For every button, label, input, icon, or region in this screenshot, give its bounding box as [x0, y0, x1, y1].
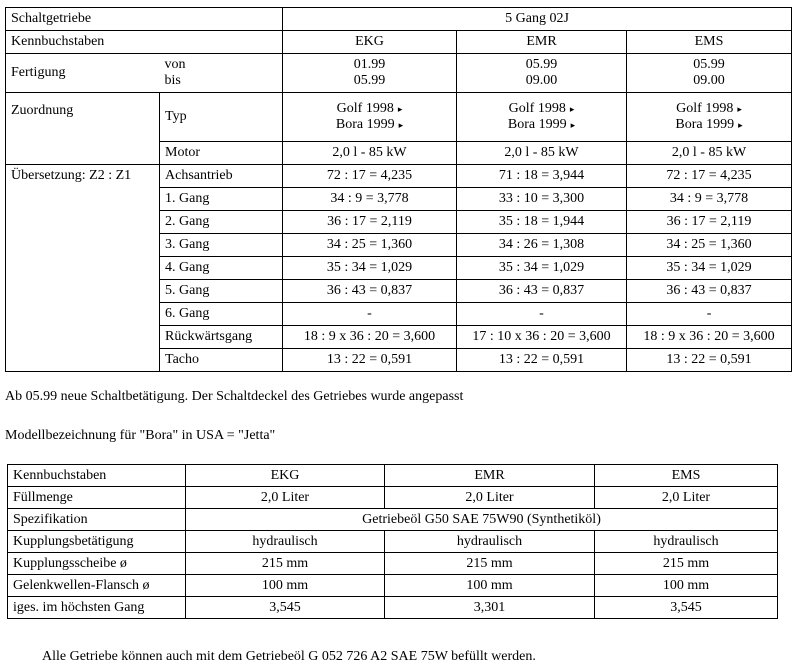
arrow-right-icon[interactable]: ▸ [737, 103, 742, 114]
ratio-label-spacer [6, 325, 160, 348]
note-model-name: Modellbezeichnung für "Bora" in USA = "Jetta" [5, 428, 276, 443]
gear-label: 2. Gang [160, 210, 283, 233]
engine-cell: 2,0 l - 85 kW [627, 141, 792, 164]
ratio-cell: 35 : 34 = 1,029 [627, 256, 792, 279]
gear-label: Rückwärtsgang [160, 325, 283, 348]
disc-label: Kupplungsscheibe ø [8, 553, 186, 575]
flange-cell: 100 mm [186, 575, 385, 597]
ratio-cell: 33 : 10 = 3,300 [457, 187, 627, 210]
code-cell: EMR [385, 465, 595, 487]
disc-cell: 215 mm [186, 553, 385, 575]
assignment-label: Zuordnung [6, 93, 160, 142]
table-row [6, 233, 792, 256]
code-cell: EKG [186, 465, 385, 487]
table-row [6, 164, 792, 187]
ratio-cell: - [627, 302, 792, 325]
ratio-label: Übersetzung: Z2 : Z1 [6, 164, 160, 187]
ratio-cell: 34 : 9 = 3,778 [627, 187, 792, 210]
table-row [6, 279, 792, 302]
ratio-cell: 34 : 9 = 3,778 [283, 187, 457, 210]
gearbox-value: 5 Gang 02J [283, 8, 792, 31]
fill-cell: 2,0 Liter [186, 487, 385, 509]
ratio-cell: 17 : 10 x 36 : 20 = 3,600 [457, 325, 627, 348]
table-row [6, 187, 792, 210]
ratio-cell: 36 : 43 = 0,837 [457, 279, 627, 302]
ratio-label-spacer [6, 256, 160, 279]
table-row [8, 553, 778, 575]
ratio-label-spacer [6, 210, 160, 233]
ratio-cell: 71 : 18 = 3,944 [457, 164, 627, 187]
clutch-label: Kupplungsbetätigung [8, 531, 186, 553]
ratio-cell: 13 : 22 = 0,591 [283, 348, 457, 371]
table-row [8, 575, 778, 597]
ratio-cell: 36 : 17 = 2,119 [627, 210, 792, 233]
arrow-right-icon[interactable]: ▸ [398, 119, 404, 130]
ratio-label-spacer [6, 279, 160, 302]
to-date: 09.00 [693, 73, 725, 88]
from-label: von [164, 57, 186, 72]
clutch-cell: hydraulisch [186, 531, 385, 553]
production-label: Fertigung [6, 54, 160, 93]
gear-label: 1. Gang [160, 187, 283, 210]
fill-cell: 2,0 Liter [385, 487, 595, 509]
spec-value: Getriebeöl G50 SAE 75W90 (Synthetiköl) [186, 509, 778, 531]
gearbox-label: Schaltgetriebe [6, 8, 283, 31]
arrow-right-icon[interactable]: ▸ [570, 119, 576, 130]
type-golf: Golf 1998 [508, 100, 566, 116]
production-cell [457, 54, 627, 93]
ratio-cell: 36 : 43 = 0,837 [283, 279, 457, 302]
ratio-cell: 35 : 34 = 1,029 [457, 256, 627, 279]
production-cell [283, 54, 457, 93]
ratio-cell: 72 : 17 = 4,235 [627, 164, 792, 187]
ratio-cell: 34 : 25 = 1,360 [627, 233, 792, 256]
disc-cell: 215 mm [595, 553, 778, 575]
table-row [6, 8, 792, 31]
from-to-labels [160, 54, 283, 93]
ratio-cell: 34 : 25 = 1,360 [283, 233, 457, 256]
from-date: 05.99 [525, 57, 558, 72]
assignment-spacer [6, 141, 160, 164]
ratio-cell: - [283, 302, 457, 325]
production-cell [627, 54, 792, 93]
code-cell: EMR [457, 31, 627, 54]
from-date: 01.99 [353, 57, 386, 72]
gearbox-ratio-table [5, 7, 792, 372]
table-row [8, 597, 778, 619]
type-cell [627, 93, 792, 142]
spec-label: Spezifikation [8, 509, 186, 531]
ratio-rows [6, 164, 792, 371]
code-cell: EMS [595, 465, 778, 487]
clutch-cell: hydraulisch [385, 531, 595, 553]
codes-label: Kennbuchstaben [8, 465, 186, 487]
fluid-spec-table [7, 464, 778, 619]
flange-cell: 100 mm [595, 575, 778, 597]
ratio-label-spacer [6, 302, 160, 325]
arrow-right-icon[interactable]: ▸ [397, 103, 403, 114]
fill-label: Füllmenge [8, 487, 186, 509]
table-row [6, 256, 792, 279]
ratio-cell: - [457, 302, 627, 325]
table-row [6, 31, 792, 54]
to-date: 09.00 [525, 73, 558, 88]
top-gear-label: iges. im höchsten Gang [8, 597, 186, 619]
type-cell [283, 93, 457, 142]
table-row [6, 325, 792, 348]
type-label: Typ [160, 93, 283, 142]
fill-cell: 2,0 Liter [595, 487, 778, 509]
top-gear-cell: 3,545 [595, 597, 778, 619]
gear-label: 5. Gang [160, 279, 283, 302]
table-row [8, 487, 778, 509]
engine-cell: 2,0 l - 85 kW [457, 141, 627, 164]
ratio-cell: 36 : 17 = 2,119 [283, 210, 457, 233]
ratio-cell: 36 : 43 = 0,837 [627, 279, 792, 302]
codes-label: Kennbuchstaben [6, 31, 283, 54]
type-cell [457, 93, 627, 142]
table-row [6, 54, 792, 93]
table-row [8, 509, 778, 531]
ratio-cell: 35 : 18 = 1,944 [457, 210, 627, 233]
note-alt-oil: Alle Getriebe können auch mit dem Getriebeöl G 052 726 A2 SAE 75W befüllt werden. [42, 649, 536, 664]
engine-label: Motor [160, 141, 283, 164]
table-row [6, 93, 792, 142]
ratio-cell: 72 : 17 = 4,235 [283, 164, 457, 187]
table-row [6, 348, 792, 371]
table-row [6, 210, 792, 233]
ratio-cell: 35 : 34 = 1,029 [283, 256, 457, 279]
gear-label: 3. Gang [160, 233, 283, 256]
type-bora: Bora 1999 [507, 116, 567, 132]
ratio-cell: 18 : 9 x 36 : 20 = 3,600 [627, 325, 792, 348]
type-golf: Golf 1998 [676, 100, 734, 116]
ratio-cell: 18 : 9 x 36 : 20 = 3,600 [283, 325, 457, 348]
type-bora: Bora 1999 [675, 116, 735, 132]
arrow-right-icon[interactable]: ▸ [569, 103, 575, 114]
top-gear-cell: 3,545 [186, 597, 385, 619]
code-cell: EKG [283, 31, 457, 54]
disc-cell: 215 mm [385, 553, 595, 575]
flange-label: Gelenkwellen-Flansch ø [8, 575, 186, 597]
to-label: bis [164, 73, 181, 88]
gear-label: 6. Gang [160, 302, 283, 325]
table-row [8, 531, 778, 553]
top-gear-cell: 3,301 [385, 597, 595, 619]
gear-label: Tacho [160, 348, 283, 371]
type-golf: Golf 1998 [336, 100, 394, 116]
ratio-cell: 13 : 22 = 0,591 [627, 348, 792, 371]
ratio-label-spacer [6, 348, 160, 371]
gear-label: Achsantrieb [160, 164, 283, 187]
ratio-label-spacer [6, 187, 160, 210]
ratio-cell: 13 : 22 = 0,591 [457, 348, 627, 371]
table-row [6, 302, 792, 325]
to-date: 05.99 [353, 73, 386, 88]
table-row [8, 465, 778, 487]
code-cell: EMS [627, 31, 792, 54]
engine-cell: 2,0 l - 85 kW [283, 141, 457, 164]
ratio-label-spacer [6, 233, 160, 256]
ratio-cell: 34 : 26 = 1,308 [457, 233, 627, 256]
note-shift-change: Ab 05.99 neue Schaltbetätigung. Der Schaltdeckel des Getriebes wurde angepasst [5, 389, 464, 404]
from-date: 05.99 [693, 57, 725, 72]
table-row [6, 141, 792, 164]
clutch-cell: hydraulisch [595, 531, 778, 553]
flange-cell: 100 mm [385, 575, 595, 597]
arrow-right-icon[interactable]: ▸ [738, 119, 743, 130]
gear-label: 4. Gang [160, 256, 283, 279]
type-bora: Bora 1999 [335, 116, 395, 132]
